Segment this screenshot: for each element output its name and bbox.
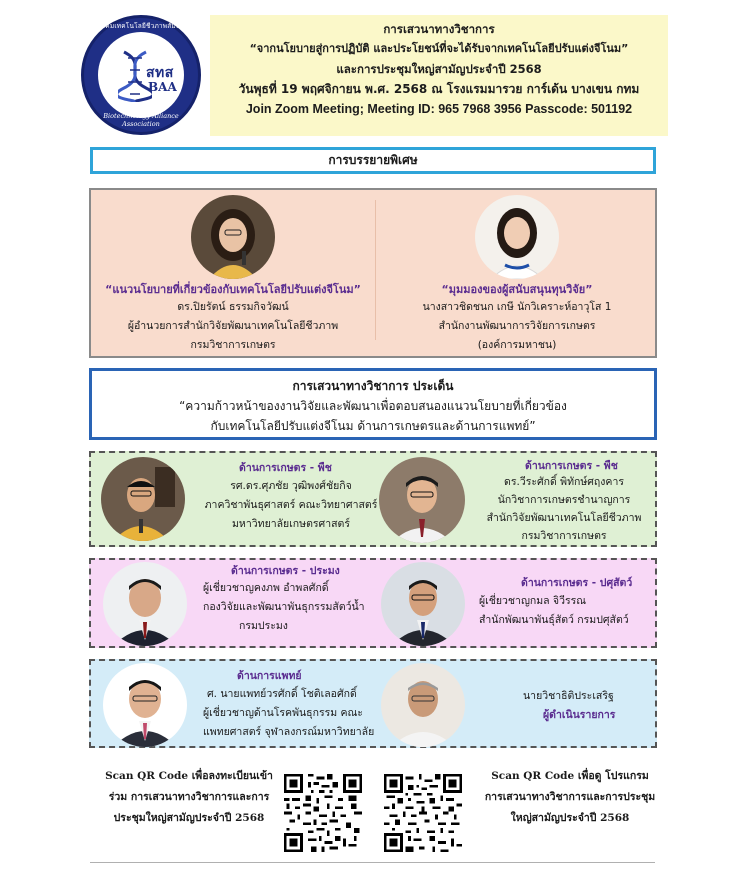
caption-line: ประชุมใหญ่สามัญประจำปี 2568 <box>113 812 265 824</box>
header-date-venue: วันพุธที่ 19 พฤศจิกายน พ.ศ. 2568 ณ โรงแรมมารวย การ์เด้น บางเขน กทม <box>238 82 640 96</box>
speaker-field-label: ด้านการเกษตร - พืช <box>525 460 618 472</box>
keynote-org-left: กรมวิชาการเกษตร <box>190 339 276 351</box>
moderator-name: นายวิชาธิติประเสริฐ <box>523 690 614 702</box>
speaker-photo <box>381 562 465 646</box>
person-photo-icon <box>379 457 465 543</box>
person-photo-icon <box>381 562 465 646</box>
keynote-role-right: สำนักงานพัฒนาการวิจัยการเกษตร <box>438 320 596 332</box>
logo-ring-english-text: Biotechnology Alliance Association <box>103 112 179 128</box>
speaker-photo <box>191 195 275 279</box>
caption-line: ใหญ่สามัญประจำปี 2568 <box>510 812 630 824</box>
logo-ring-thai-text: สมาคมเทคโนโลยีชีวภาพสัมพันธ์ <box>92 22 190 30</box>
speaker-name: ดร.วีระศักดิ์ พิทักษ์ศฤงคาร <box>504 476 624 488</box>
panel-topic-line-2: กับเทคโนโลยีปรับแต่งจีโนม ด้านการเกษตรและด้านการแพทย์” <box>210 419 536 433</box>
speaker-role: นักวิชาการเกษตรชำนาญการ <box>497 494 631 506</box>
speaker-role: ผู้เชี่ยวชาญด้านโรคพันธุกรรม คณะ <box>203 707 363 719</box>
association-logo <box>81 15 201 135</box>
qr-code-icon <box>384 774 462 852</box>
speaker-photo <box>379 457 465 543</box>
keynote-role-left: ผู้อำนวยการสำนักวิจัยพัฒนาเทคโนโลยีชีวภาพ <box>127 320 339 332</box>
panel-group-agriculture-plant <box>89 451 657 547</box>
speaker-photo <box>101 457 185 541</box>
speaker-photo <box>103 663 187 747</box>
person-photo-icon <box>475 195 559 279</box>
speaker-field-label: ด้านการเกษตร - ประมง <box>231 565 340 577</box>
logo-inner-circle <box>98 32 184 118</box>
person-photo-icon <box>103 562 187 646</box>
speaker-photo <box>103 562 187 646</box>
keynote-speaker-left <box>91 190 375 358</box>
keynote-name-right: นางสาวชิดชนก เกษี นักวิเคราะห์อาวุโส 1 <box>422 301 612 313</box>
person-photo-icon <box>191 195 275 279</box>
panel-group-agriculture-fishery-livestock <box>89 558 657 648</box>
header-line-3: และการประชุมใหญ่สามัญประจำปี 2568 <box>336 62 542 76</box>
program-qr-code[interactable] <box>384 774 462 852</box>
speaker-org: แพทยศาสตร์ จุฬาลงกรณ์มหาวิทยาลัย <box>203 726 375 738</box>
special-lecture-title: การบรรยายพิเศษ <box>90 147 656 174</box>
speaker-org: กรมประมง <box>239 620 288 632</box>
speaker-dept: ภาควิชาพันธุศาสตร์ คณะวิทยาศาสตร์ <box>204 499 378 511</box>
speaker-dept: สำนักวิจัยพัฒนาเทคโนโลยีชีวภาพ <box>486 512 642 524</box>
header-zoom-info: Join Zoom Meeting; Meeting ID: 965 7968 3956 Passcode: 501192 <box>245 102 633 116</box>
person-photo-icon <box>101 457 185 541</box>
keynote-name-left: ดร.ปิยรัตน์ ธรรมกิจวัฒน์ <box>177 301 289 313</box>
caption-line: Scan QR Code เพื่อดู โปรแกรม <box>491 770 649 782</box>
keynote-speaker-right <box>375 190 659 358</box>
speaker-dept: กองวิจัยและพัฒนาพันธุกรรมสัตว์น้ำ <box>203 601 365 613</box>
registration-qr-code[interactable] <box>284 774 362 852</box>
special-lecture-panel <box>89 188 657 358</box>
event-header <box>210 15 668 136</box>
person-photo-icon <box>103 663 187 747</box>
caption-line: ร่วม การเสวนาทางวิชาการและการ <box>108 791 270 803</box>
speaker-field-label: ด้านการเกษตร - ปศุสัตว์ <box>521 577 633 589</box>
speaker-photo <box>475 195 559 279</box>
program-qr-caption <box>480 766 660 829</box>
speaker-name: รศ.ดร.ศุภชัย วุฒิพงศ์ชัยกิจ <box>230 480 352 492</box>
qr-code-icon <box>284 774 362 852</box>
person-photo-icon <box>381 663 465 747</box>
panel-group-medical <box>89 659 657 748</box>
header-line-1: การเสวนาทางวิชาการ <box>383 22 495 36</box>
speaker-org: มหาวิทยาลัยเกษตรศาสตร์ <box>232 518 350 530</box>
panel-topic-line-1: “ความก้าวหน้าของงานวิจัยและพัฒนาเพื่อตอบสนองแนวนโยบายที่เกี่ยวข้อง <box>179 399 567 413</box>
caption-line: การเสวนาทางวิชาการและการประชุม <box>484 791 656 803</box>
footer-divider <box>90 862 655 863</box>
keynote-topic-right: “มุมมองของผู้สนับสนุนทุนวิจัย” <box>441 283 593 296</box>
logo-abbreviation-english: BAA <box>148 80 177 94</box>
speaker-org: สำนักพัฒนาพันธุ์สัตว์ กรมปศุสัตว์ <box>479 614 629 626</box>
keynote-topic-left: “แนวนโยบายที่เกี่ยวข้องกับเทคโนโลยีปรับแต่งจีโนม” <box>105 283 361 296</box>
speaker-name: ผู้เชี่ยวชาญคงภพ อำพลศักดิ์ <box>203 582 329 594</box>
panel-title: การเสวนาทางวิชาการ ประเด็น <box>292 379 454 393</box>
logo-abbreviation-thai: สทส <box>146 65 174 81</box>
header-event-title: “จากนโยบายสู่การปฏิบัติ และประโยชน์ที่จะได้รับจากเทคโนโลยีปรับแต่งจีโนม” <box>249 42 629 55</box>
speaker-org: กรมวิชาการเกษตร <box>521 530 607 542</box>
speaker-photo <box>381 663 465 747</box>
keynote-org-right: (องค์การมหาชน) <box>477 339 557 351</box>
speaker-name: ผู้เชี่ยวชาญกมล จิวีรรณ <box>479 595 587 607</box>
speaker-name: ศ. นายแพทย์วรศักดิ์ โชติเลอศักดิ์ <box>207 688 357 700</box>
caption-line: Scan QR Code เพื่อลงทะเบียนเข้า <box>105 770 273 782</box>
speaker-field-label: ด้านการแพทย์ <box>237 670 302 682</box>
registration-qr-caption <box>104 766 274 829</box>
panel-discussion-heading <box>89 368 657 440</box>
moderator-role: ผู้ดำเนินรายการ <box>543 709 616 721</box>
speaker-field-label: ด้านการเกษตร - พืช <box>239 462 332 474</box>
